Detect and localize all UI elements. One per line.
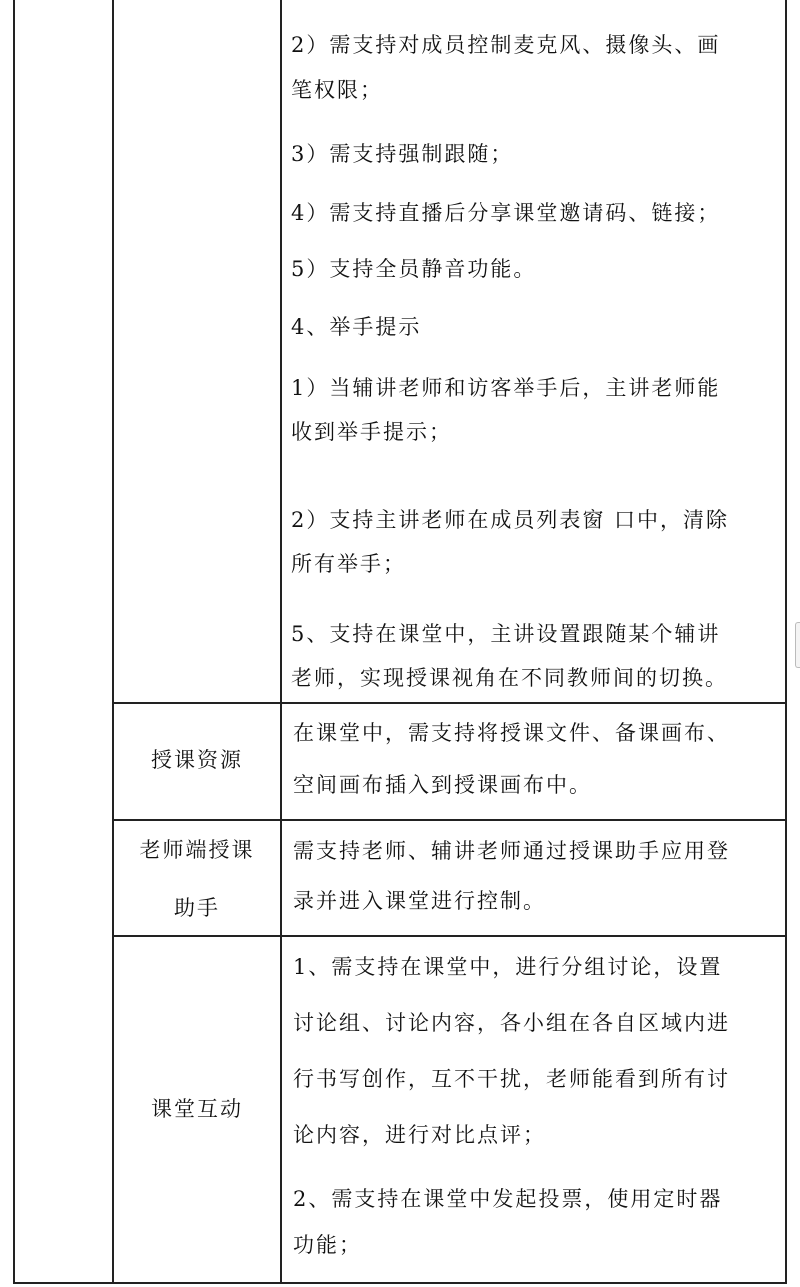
requirement-paragraph [293,1172,722,1272]
row-2-content-cell [293,706,730,812]
row-divider-2 [112,819,787,821]
row-3-content-cell [293,824,730,928]
text-line: 2、需支持在课堂中发起投票，使用定时器 [293,1187,723,1211]
text-line: 录并进入课堂进行控制。 [293,889,546,913]
label-line: 助手 [174,896,220,920]
text-line: 笔权限； [291,78,383,102]
text-line: 2）支持主讲老师在成员列表窗 口中，清除 [291,508,730,532]
text-line: 收到举手提示； [291,420,452,444]
table-border-right [785,0,787,1284]
row-label-classroom-interaction [114,1082,280,1136]
label-line: 老师端授课 [139,838,255,862]
text-line: 行书写创作，互不干扰，老师能看到所有讨 [293,1067,730,1091]
requirement-paragraph [291,361,720,459]
text-line: 1）当辅讲老师和访客举手后，主讲老师能 [291,376,721,400]
side-scroll-handle[interactable] [795,622,800,668]
requirement-paragraph [291,493,729,591]
row-label-teacher-assistant [114,823,280,935]
table-border-left [13,0,15,1284]
text-line: 空间画布插入到授课画布中。 [293,773,592,797]
text-line: 需支持老师、辅讲老师通过授课助手应用登 [293,839,730,863]
text-line: 功能； [293,1233,362,1257]
row-label-teaching-resources [114,733,280,787]
requirement-paragraph [291,607,728,705]
text-line: 2）需支持对成员控制麦克风、摄像头、画 [291,33,721,57]
text-line: 老师，实现授课视角在不同教师间的切换。 [291,666,728,690]
requirement-paragraph [291,127,513,181]
text-line: 在课堂中，需支持将授课文件、备课画布、 [293,721,730,745]
text-line: 3）需支持强制跟随； [291,142,514,166]
text-line: 4）需支持直播后分享课堂邀请码、链接； [291,201,721,225]
text-line: 论内容，进行对比点评； [293,1123,546,1147]
row-divider-3 [112,935,787,937]
requirement-paragraph [291,242,536,296]
text-line: 5）支持全员静音功能。 [291,257,537,281]
text-line: 讨论组、讨论内容，各小组在各自区域内进 [293,1011,730,1035]
table-column-divider-2 [280,0,282,1284]
text-line: 4、举手提示 [291,315,422,339]
requirement-paragraph [291,300,421,354]
table-border-bottom [13,1282,787,1284]
requirement-paragraph [291,186,720,240]
text-line: 1、需支持在课堂中，进行分组讨论，设置 [293,955,723,979]
requirement-paragraph [291,18,720,117]
text-line: 所有举手； [291,552,406,576]
text-line: 5、支持在课堂中，主讲设置跟随某个辅讲 [291,622,721,646]
label-line: 课堂互动 [151,1097,243,1121]
label-line: 授课资源 [151,748,243,772]
requirement-paragraph [293,940,730,1162]
